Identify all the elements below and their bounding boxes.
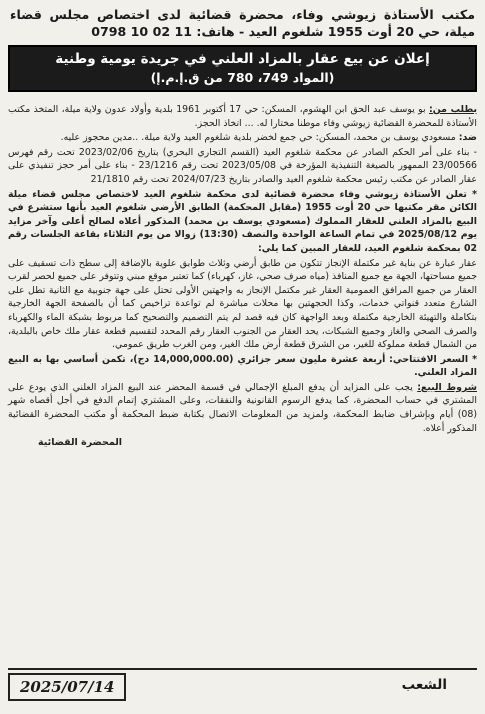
notice-text: * تعلن الأستاذة زيوشي وفاء محضرة قضائية لدى محكمة شلغوم العيد لاختصاص مجلس قضاء ميلة الكائن مقر مكتبها حي 20 أوت 1955 (مقابل المحكمة) الطابق الأرضي شلغوم العيد بأنها ستشرع في البيع بالمزاد العلني للعقار المملوك (مسعودي يوسف بن محمد) المذكور أعلاه لصالح أعلى وآخر مزايد يوم 2025/08/12 في تمام الساعة الواحدة والنصف (13:30) زوالا من يوم الثلاثاء بقاعة الجلسات رقم 02 بمحكمة شلغوم العيد، للعقار المبين كما يلي: — [8, 188, 477, 254]
price-paragraph — [8, 353, 477, 380]
terms-text: يجب على المزايد أن يدفع المبلغ الإجمالي في قسمة المحضر عند البيع المزاد العلني الذي يودع على المشتري في حساب المحضرة، كما يدفع الرسوم القانونية والنفقات، وعلى المشتري إتمام الدفع في أجل أقصاه شهر (08) أيام وبإشراف ضابط المحكمة، ولمزيد من المعلومات الاتصال بكتابة ضبط المحكمة أو مكتب المحضرة القضائية المذكور أعلاه. — [8, 381, 477, 434]
against-paragraph — [8, 131, 477, 145]
notice-articles: (المواد 749، 780 من ق.إ.م.إ) — [150, 70, 335, 85]
against-text: مسعودي يوسف بن محمد، المسكن: حي جمع لخضر بلدية شلغوم العيد ولاية ميلة. ..مدين محجوز عليه. — [60, 132, 456, 144]
page-footer — [8, 668, 477, 710]
based-on-paragraph: - بناء على أمر الحكم الصادر عن محكمة شلغوم العيد (القسم التجاري البحري) بتاريخ 2023/02/06 تحت رقم فهرس 23/00566 الممهور بالصيغة التنفيذية المؤرخة في 2023/05/08 تحت رقم 23/1216 - بناء على أمر حجز تنفيذي على عقار الصادر عن مكتب رئيس محكمة شلغوم العيد والصادر بتاريخ 2024/07/23 تحت رقم 21/1810 — [8, 146, 478, 185]
newspaper-name: الشعب — [401, 677, 447, 693]
office-header: مكتب الأستاذة زيوشي وفاء، محضرة قضائية لدى اختصاص مجلس قضاء ميلة، حي 20 أوت 1955 شلغوم العيد - هاتف: 11 02 10 0798 — [10, 7, 475, 39]
notice-title: إعلان عن بيع عقار بالمزاد العلني في جريدة يومية وطنية — [55, 51, 430, 67]
requester-text: بو يوسف عبد الحق ابن الهشوم، المسكن: حي 17 أكتوبر 1961 بلدية وأولاد عدون ولاية ميلة، المتخذ مكتب الأستاذة للمحضرة القضائية زيوشي وفاء موطنا مختارا له. ... اتخاذ الحجز. — [8, 104, 477, 129]
notice-paragraph — [8, 188, 477, 256]
terms-label: شروط البيع: — [417, 381, 477, 393]
signature: المحضرة القضائية — [38, 437, 123, 449]
requester-label: بطلب من: — [428, 104, 477, 115]
notice-body — [8, 103, 477, 450]
requester-paragraph — [8, 103, 477, 130]
notice-banner — [8, 45, 477, 92]
property-text: عقار عبارة عن بناية غير مكتملة الإنجاز تتكون من طابق أرضي وثلاث طوابق علوية بالإضافة إلى سطح ذات تسقيف على جميع مساحتها، الجهة مع جميع المنافذ (مياه صرف صحي، غاز، كهرباء) كما تعتبر موقع مبني وتتوفر على جميع لحصر لقرب العقار من جميع المرافق العمومية العقار غير مكتمل الإنجاز به واجهتين الأولى تحتل على جهة جنوبية مع الثانية تطل على الشارع متعدد قنواتي خدمات، وكذا الحجهتين بها محلات مباشرة لم تواعدة تراخيص كما أن بالصفحة الجهة الخارجية بتكاملة والتهيئة الخارجية مكتملة وبعد الواجهة كان فيه قصد لم يتم التصميم والتصحيح كما مربوط بشبكة الماء والكهرباء والصرف الصحي والغاز وجميع الشبكات، يحد العقار من الجنوب العقار رقم المحدد لتقسيم قطعة عقار ملك خاص بالبلدية، من الشمال قطعة مملوكة للغير، من الشرق قطعة أرض ملك الغير، ومن الغرب طريق عمومي. — [8, 257, 477, 351]
price-label: * السعر الافتتاحي: — [389, 353, 478, 365]
property-paragraph — [8, 257, 477, 352]
against-label: ضد: — [458, 132, 477, 144]
publication-date: 2025/07/14 — [8, 673, 126, 701]
price-text: أربعة عشرة مليون سعر جزائري (14,000,000.00 دج)، تكمن أساسي بها به البيع المزاد العلني. — [8, 353, 477, 379]
terms-paragraph — [8, 381, 477, 435]
